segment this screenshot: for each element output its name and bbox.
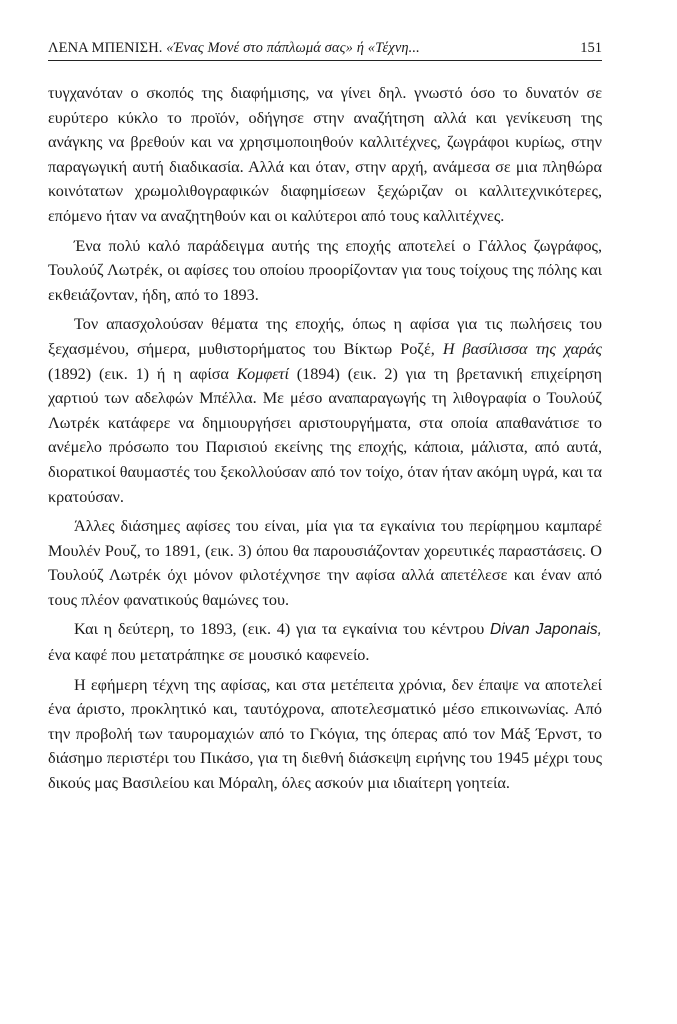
- paragraph: [48, 673, 602, 796]
- paragraph: [48, 312, 602, 509]
- paragraph-text: Ένα πολύ καλό παράδειγμα αυτής της εποχής αποτελεί ο Γάλλος ζωγράφος, Τουλούζ Λωτρέκ, οι αφίσες του οποίου προορίζονταν για τους τοίχους της πόλης και εκθειάζονταν, ήδη, από το 1893.: [48, 236, 602, 304]
- book-page: [48, 38, 602, 796]
- poster-title: Κομφετί: [236, 364, 289, 383]
- page-number: 151: [580, 40, 602, 56]
- paragraph-text: ένα καφέ που μετατράπηκε σε μουσικό καφενείο.: [48, 646, 370, 665]
- paragraph: [48, 81, 602, 229]
- paragraph-text: Και η δεύτερη, το 1893, (εικ. 4) για τα εγκαίνια του κέντρου: [74, 620, 491, 639]
- header-author: ΛΕΝΑ ΜΠΕΝΙΣΗ.: [48, 40, 163, 56]
- header-title: «Ένας Μονέ στο πάπλωμά σας» ή «Τέχνη...: [166, 40, 420, 56]
- paragraph-text: Η εφήμερη τέχνη της αφίσας, και στα μετέπειτα χρόνια, δεν έπαψε να αποτελεί ένα άριστο, προκλητικό και, ταυτόχρονα, αποτελεσματικό μέσο επικοινωνίας. Από την προβολή των ταυρομαχιών από το Γκόγια, της όπερας από τον Μάξ Έρνστ, το διάσημο περιστέρι του Πικάσο, για τη διεθνή διάσκεψη ειρήνης του 1945 μέχρι τους δικούς μας Βασιλείου και Μόραλη, όλες ασκούν μια ιδιαίτερη γοητεία.: [48, 675, 602, 793]
- paragraph: [48, 234, 602, 308]
- venue-name: Divan Japonais,: [490, 621, 602, 639]
- body-text: [48, 81, 602, 796]
- paragraph-text: (1892) (εικ. 1) ή η αφίσα: [48, 364, 237, 383]
- paragraph-text: Άλλες διάσημες αφίσες του είναι, μία για τα εγκαίνια του περίφημου καμπαρέ Μουλέν Ρουζ, το 1891, (εικ. 3) όπου θα παρουσιάζονταν χορευτικές παραστάσεις. Ο Τουλούζ Λωτρέκ όχι μόνον φιλοτέχνησε την αφίσα αλλά απετέλεσε και έναν από τους πλέον φανατικούς θαμώνες του.: [48, 517, 602, 609]
- running-header: [48, 38, 602, 61]
- header-left: [48, 38, 420, 58]
- book-title: Η βασίλισσα της χαράς: [442, 339, 602, 358]
- paragraph-text: (1894) (εικ. 2) για τη βρετανική επιχείρηση χαρτιού των αδελφών Μπέλλα. Με μέσο αναπαραγωγής τη λιθογραφία ο Τουλούζ Λωτρέκ κατάφερε να δημιουργήσει αριστουργήματα, στα οποία απαθανάτισε το ανέμελο πρόσωπο του Παρισιού εκείνης της εποχής, κάποια, μάλιστα, από αυτά, διορατικοί θαυμαστές του ξεκολλούσαν από τον τοίχο, όταν ήταν ακόμη υγρά, και τα κρατούσαν.: [48, 364, 602, 506]
- paragraph: [48, 514, 602, 612]
- paragraph-text: τυγχανόταν ο σκοπός της διαφήμισης, να γίνει δηλ. γνωστό όσο το δυνατόν σε ευρύτερο κύκλο το προϊόν, οδήγησε στην αναζήτηση αλλά και γενίκευση της ανάγκης να βρεθούν και να χρησιμοποιηθούν καλλιτέχνες, ζωγράφοι κυρίως, στην παραγωγική αυτή διαδικασία. Αλλά και όταν, στην αρχή, ανάμεσα σε μια πληθώρα κοινότατων χρωμολιθογραφικών διαφημίσεων ξεχώριζαν οι καλλιτεχνικότερες, επόμενο ήταν να αναζητηθούν και οι καλύτεροι από τους καλλιτέχνες.: [48, 84, 602, 225]
- paragraph: [48, 617, 602, 667]
- paragraph-text: Τον απασχολούσαν θέματα της εποχής, όπως η αφίσα για τις πωλήσεις του ξεχασμένου, σήμερα, μυθιστορήματος του Βίκτωρ Ροζέ,: [48, 315, 602, 358]
